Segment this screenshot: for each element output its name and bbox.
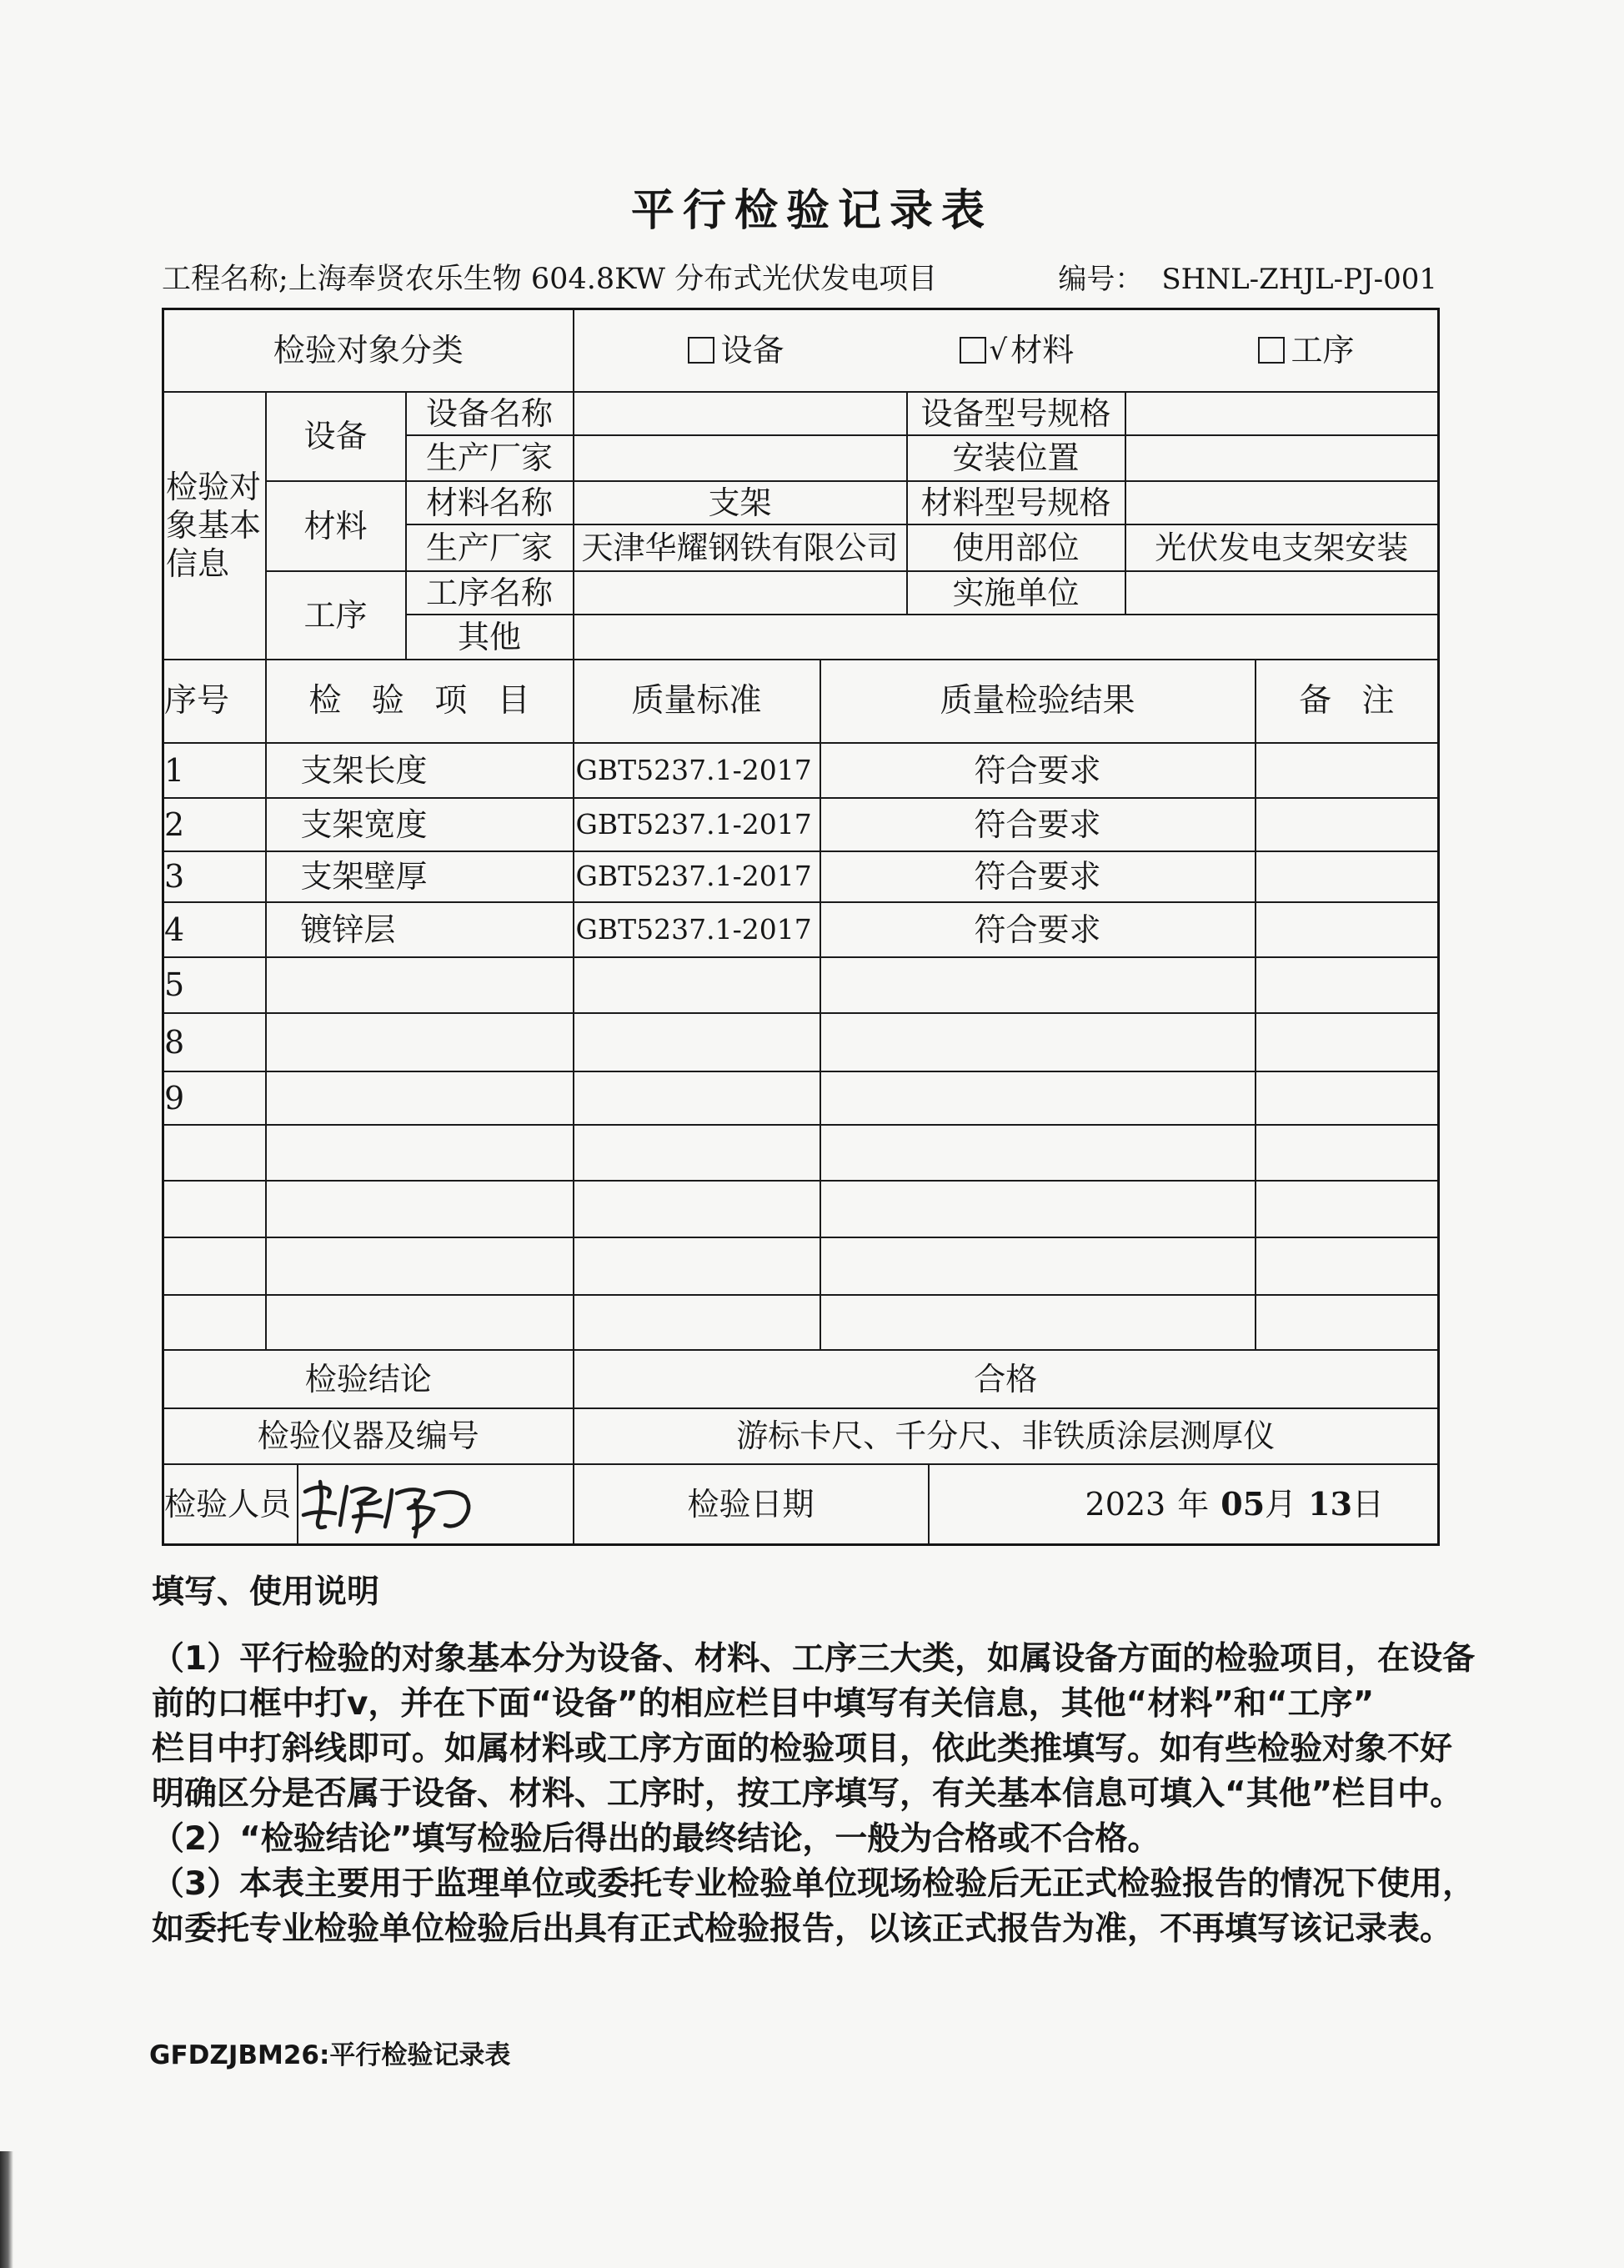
instruments-row (163, 1408, 1439, 1464)
serial-number (1058, 262, 1437, 297)
signature (298, 1467, 482, 1542)
basic-info-row (163, 571, 1439, 615)
table-row (163, 798, 1439, 851)
instruction-line: 前的口框中打v，并在下面“设备”的相应栏目中填写有关信息，其他“材料”和“工序” (152, 1685, 1375, 1723)
item-result (820, 957, 1256, 1013)
item-no (163, 1125, 266, 1181)
item-standard (574, 1125, 820, 1181)
item-name: 镀锌层 (266, 902, 574, 957)
field-value (574, 435, 907, 481)
conclusion-row (163, 1350, 1439, 1408)
option-equipment (688, 332, 784, 369)
instruction-line: （1）平行检验的对象基本分为设备、材料、工序三大类，如属设备方面的检验项目，在设备 (152, 1640, 1476, 1678)
item-result: 符合要求 (820, 798, 1256, 851)
field-label: 实施单位 (907, 571, 1125, 615)
item-remark (1256, 1071, 1439, 1125)
item-no: 2 (163, 798, 266, 851)
field-label: 其他 (406, 615, 574, 660)
process-group-label: 工序 (266, 571, 406, 660)
item-name (266, 1181, 574, 1237)
inspector-label: 检验人员 (163, 1464, 298, 1545)
field-value (1125, 481, 1439, 524)
table-row (163, 1013, 1439, 1071)
category-options-wrap (574, 311, 1438, 390)
item-result (820, 1237, 1256, 1295)
item-standard: GBT5237.1-2017 (574, 902, 820, 957)
item-name (266, 1295, 574, 1350)
serial-value: SHNL-ZHJL-PJ-001 (1161, 263, 1437, 296)
item-name: 支架长度 (266, 743, 574, 798)
item-remark (1256, 851, 1439, 902)
basic-info-row (163, 481, 1439, 524)
item-remark (1256, 1125, 1439, 1181)
date-year: 2023 (1085, 1485, 1166, 1523)
item-remark (1256, 957, 1439, 1013)
item-name (266, 1237, 574, 1295)
checkbox-icon (960, 337, 986, 364)
field-label: 材料名称 (406, 481, 574, 524)
instruction-line: （2）“检验结论”填写检验后得出的最终结论，一般为合格或不合格。 (152, 1820, 1160, 1858)
item-result: 符合要求 (820, 851, 1256, 902)
field-value: 光伏发电支架安装 (1125, 524, 1439, 571)
item-no: 1 (163, 743, 266, 798)
header-result: 质量检验结果 (820, 660, 1256, 743)
option-material (960, 332, 1075, 369)
field-label: 生产厂家 (406, 524, 574, 571)
table-row (163, 743, 1439, 798)
instruction-line: （3）本表主要用于监理单位或委托专业检验单位现场检验后无正式检验报告的情况下使用， (152, 1865, 1476, 1903)
option-label: 工序 (1291, 332, 1355, 369)
field-value (1125, 571, 1439, 615)
header-no: 序号 (163, 660, 266, 743)
item-no (163, 1237, 266, 1295)
field-value (1125, 392, 1439, 435)
item-name (266, 1071, 574, 1125)
category-label: 检验对象分类 (163, 309, 574, 392)
item-remark (1256, 798, 1439, 851)
check-mark: √ (989, 334, 1008, 368)
date-month: 05 (1221, 1484, 1266, 1523)
inspector-signature-cell (298, 1464, 574, 1545)
date-day-unit: 日 (1352, 1485, 1385, 1523)
material-group-label: 材料 (266, 481, 406, 571)
item-result (820, 1071, 1256, 1125)
field-value: 天津华耀钢铁有限公司 (574, 524, 907, 571)
field-label: 安装位置 (907, 435, 1125, 481)
document-title: 平行检验记录表 (630, 186, 993, 236)
instruments-value: 游标卡尺、千分尺、非铁质涂层测厚仪 (574, 1408, 1439, 1464)
item-no (163, 1181, 266, 1237)
scan-edge-shadow (0, 2151, 13, 2268)
item-result: 符合要求 (820, 902, 1256, 957)
item-remark (1256, 1181, 1439, 1237)
table-row (163, 1071, 1439, 1125)
table-row (163, 1295, 1439, 1350)
date-day: 13 (1308, 1484, 1353, 1523)
serial-label: 编号： (1058, 263, 1144, 296)
item-standard: GBT5237.1-2017 (574, 743, 820, 798)
field-value (574, 615, 1439, 660)
field-value (574, 571, 907, 615)
field-label: 工序名称 (406, 571, 574, 615)
item-name (266, 1125, 574, 1181)
field-value (574, 392, 907, 435)
instructions-body (152, 1637, 1475, 1952)
item-standard (574, 957, 820, 1013)
table-row (163, 1125, 1439, 1181)
header-standard: 质量标准 (574, 660, 820, 743)
item-result (820, 1181, 1256, 1237)
item-no: 4 (163, 902, 266, 957)
equipment-group-label: 设备 (266, 392, 406, 481)
item-standard (574, 1295, 820, 1350)
item-no: 8 (163, 1013, 266, 1071)
conclusion-label: 检验结论 (163, 1350, 574, 1408)
inspection-date (929, 1464, 1439, 1545)
instruction-line: 如委托专业检验单位检验后出具有正式检验报告，以该正式报告为准，不再填写该记录表。 (152, 1910, 1453, 1948)
instruction-line: 栏目中打斜线即可。如属材料或工序方面的检验项目，依此类推填写。如有些检验对象不好 (152, 1730, 1453, 1768)
instructions-heading: 填写、使用说明 (152, 1573, 380, 1611)
items-header-row (163, 660, 1439, 743)
header-remark: 备 注 (1256, 660, 1439, 743)
option-process (1258, 332, 1355, 369)
date-month-unit: 月 (1265, 1485, 1297, 1523)
item-no: 9 (163, 1071, 266, 1125)
item-name: 支架宽度 (266, 798, 574, 851)
instruments-label: 检验仪器及编号 (163, 1408, 574, 1464)
table-row (163, 1237, 1439, 1295)
item-result (820, 1125, 1256, 1181)
table-row (163, 1181, 1439, 1237)
item-no: 3 (163, 851, 266, 902)
table-row (163, 851, 1439, 902)
field-label: 设备型号规格 (907, 392, 1125, 435)
field-label: 设备名称 (406, 392, 574, 435)
conclusion-value: 合格 (574, 1350, 1439, 1408)
inspection-record-table (162, 308, 1440, 1546)
item-remark (1256, 1013, 1439, 1071)
date-label: 检验日期 (574, 1464, 929, 1545)
instruction-line: 明确区分是否属于设备、材料、工序时，按工序填写，有关基本信息可填入“其他”栏目中。 (152, 1775, 1463, 1813)
basic-info-section-label: 检验对象基本信息 (163, 392, 266, 660)
field-label: 材料型号规格 (907, 481, 1125, 524)
category-options (574, 309, 1439, 392)
date-year-unit: 年 (1177, 1485, 1210, 1523)
item-standard (574, 1237, 820, 1295)
item-name (266, 1013, 574, 1071)
option-label: 设备 (720, 332, 784, 369)
checkbox-icon (1258, 337, 1285, 364)
item-no (163, 1295, 266, 1350)
item-remark (1256, 902, 1439, 957)
item-standard: GBT5237.1-2017 (574, 798, 820, 851)
field-value (1125, 435, 1439, 481)
item-remark (1256, 743, 1439, 798)
table-row (163, 902, 1439, 957)
signature-row (163, 1464, 1439, 1545)
form-code: GFDZJBM26:平行检验记录表 (149, 2040, 511, 2070)
option-label: 材料 (1010, 332, 1075, 369)
item-result: 符合要求 (820, 743, 1256, 798)
item-standard (574, 1181, 820, 1237)
item-remark (1256, 1237, 1439, 1295)
basic-info-row (163, 392, 1439, 435)
signature-wrap (298, 1465, 573, 1543)
project-name: 工程名称;上海奉贤农乐生物 604.8KW 分布式光伏发电项目 (162, 263, 938, 296)
table-row (163, 957, 1439, 1013)
item-no: 5 (163, 957, 266, 1013)
item-result (820, 1013, 1256, 1071)
item-standard (574, 1013, 820, 1071)
category-row (163, 309, 1439, 392)
item-name: 支架壁厚 (266, 851, 574, 902)
field-value: 支架 (574, 481, 907, 524)
checkbox-icon (688, 337, 714, 364)
field-label: 生产厂家 (406, 435, 574, 481)
item-standard (574, 1071, 820, 1125)
field-label: 使用部位 (907, 524, 1125, 571)
header-item: 检 验 项 目 (266, 660, 574, 743)
item-remark (1256, 1295, 1439, 1350)
item-result (820, 1295, 1256, 1350)
item-name (266, 957, 574, 1013)
item-standard: GBT5237.1-2017 (574, 851, 820, 902)
